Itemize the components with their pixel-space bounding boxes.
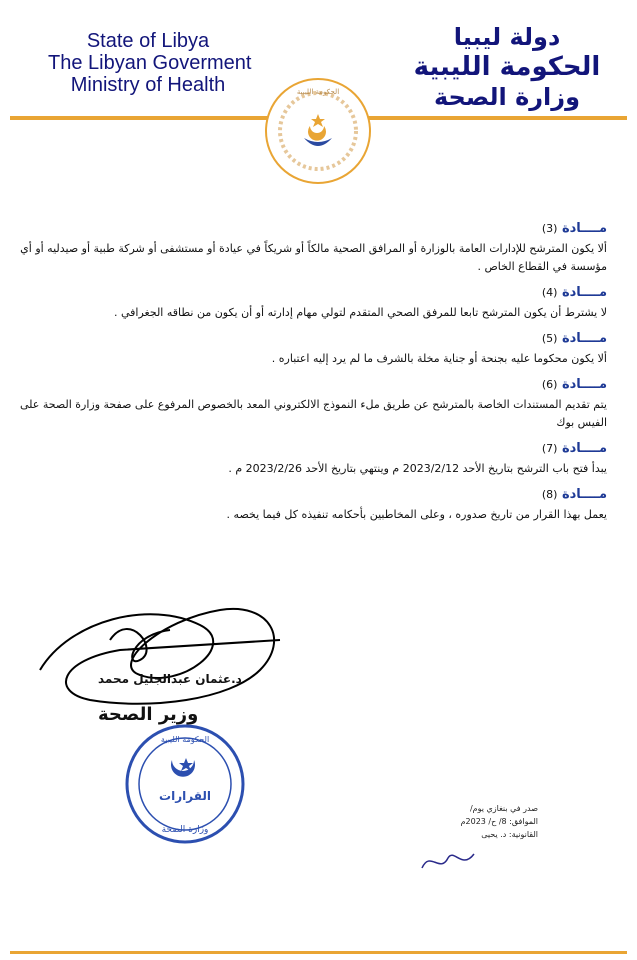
article-5 [17,330,607,368]
article-title: مــــادة [561,377,607,392]
article-3 [17,220,607,276]
article-title: مــــادة [561,441,607,456]
initials-signature [418,840,478,880]
article-7 [17,440,607,478]
article-4 [17,284,607,322]
article-title: مــــادة [561,221,607,236]
article-8 [17,486,607,524]
header-english [48,30,252,96]
article-text: يبدأ فتح باب الترشح بتاريخ الأحد 2023/2/12 م وينتهي بتاريخ الأحد 2023/2/26 م . [228,462,607,475]
header-arabic [407,22,607,112]
article-number: (6) [541,378,558,391]
issue-block [398,802,538,841]
emblem-text: الحكومة الليبية [296,88,340,96]
articles-body [17,216,607,532]
article-text: لا يشترط أن يكون المترشح تابعا للمرفق الصحي المتقدم لتولي مهام إدارته أو أن يكون من نطاقه الجغرافي . [114,306,607,319]
header-arabic-line-2: الحكومة الليبية [413,52,601,82]
article-number: (8) [541,488,558,501]
government-emblem-logo [258,76,378,186]
article-text: يتم تقديم المستندات الخاصة بالمترشح عن طريق ملء النموذج الالكتروني المعد بالخصوص المرفوع على صفحة وزارة الصحة على الفيس بوك [19,398,607,429]
official-stamp [120,722,250,847]
issue-line-1: صدر في بنغازي يوم/ [469,804,538,813]
header-arabic-line-1: دولة ليبيا [453,23,561,51]
issue-line-2: الموافق: 8/ ح/ 2023م [460,817,538,826]
article-number: (5) [541,332,558,345]
article-text: ألا يكون محكوما عليه بجنحة أو جناية مخلة بالشرف ما لم يرد إليه اعتباره . [271,352,607,365]
header-english-line-3: Ministry of Health [70,74,226,96]
stamp-middle-text: القرارات [159,789,211,803]
article-6 [17,376,607,432]
stamp-top-text: الحكومة الليبية [160,735,210,744]
article-text: يعمل بهذا القرار من تاريخ صدوره ، وعلى المخاطبين بأحكامه تنفيذه كل فيما يخصه . [226,508,607,521]
article-number: (4) [541,286,558,299]
footer-divider [10,951,627,954]
article-title: مــــادة [561,331,607,346]
article-title: مــــادة [561,487,607,502]
article-title: مــــادة [561,285,607,300]
header-english-line-2: The Libyan Goverment [48,52,252,74]
article-number: (7) [541,442,558,455]
signatory-name: د.عثمان عبدالجليل محمد [98,672,242,686]
stamp-bottom-text: وزارة الصحة [161,825,209,835]
signatory-title: وزير الصحة [98,704,199,725]
header-arabic-line-3: وزارة الصحة [433,83,581,111]
issue-line-3: القانونية: د. يحيى [481,830,538,839]
article-number: (3) [541,222,558,235]
article-text: ألا يكون المترشح للإدارات العامة بالوزارة أو المرافق الصحية مالكاً أو شريكاً في عيادة أو مستشفى أو شركة طبية أو صيدليه أو أي مؤسسة في القطاع الخاص . [20,242,607,273]
header-english-line-1: State of Libya [86,30,210,52]
